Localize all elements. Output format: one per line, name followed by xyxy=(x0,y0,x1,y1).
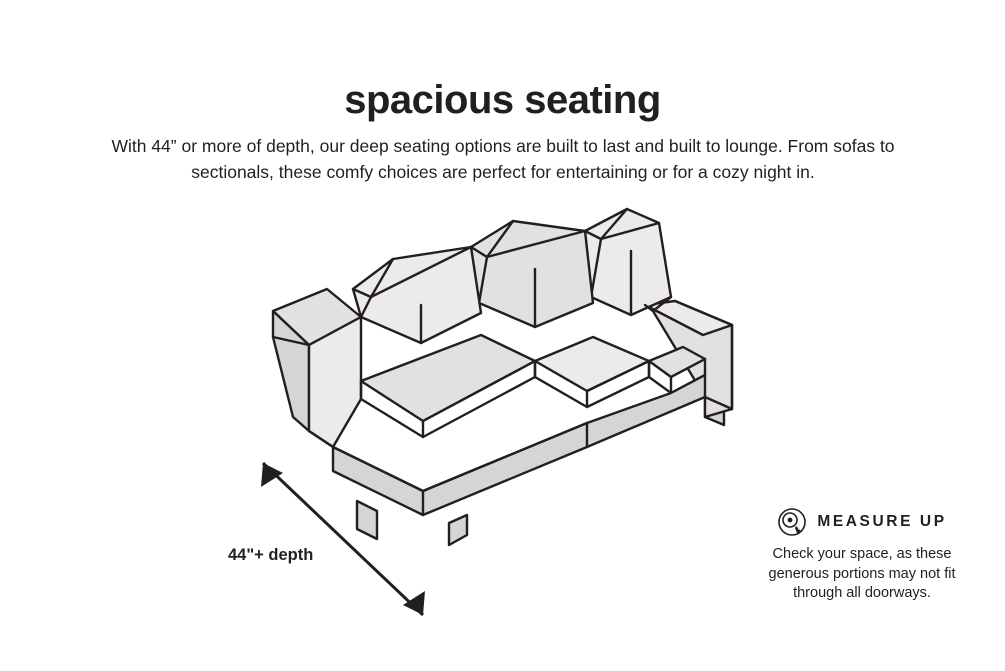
measure-up-title: MEASURE UP xyxy=(817,513,947,530)
tape-measure-icon xyxy=(777,507,807,537)
deep-seat-sofa-line-drawing xyxy=(235,185,795,625)
depth-dimension-label: 44"+ depth xyxy=(228,546,314,564)
page-title: spacious seating xyxy=(344,77,661,122)
measure-up-callout xyxy=(742,505,982,604)
measure-up-body: Check your space, as these generous portions may not fit through all doorways. xyxy=(768,546,956,602)
page-description: With 44” or more of depth, our deep seating options are built to last and built to lounge. From sofas to sectionals, these comfy choices are perfect for entertaining or for a cozy night in. xyxy=(111,135,895,182)
measure-up-heading xyxy=(742,505,982,539)
